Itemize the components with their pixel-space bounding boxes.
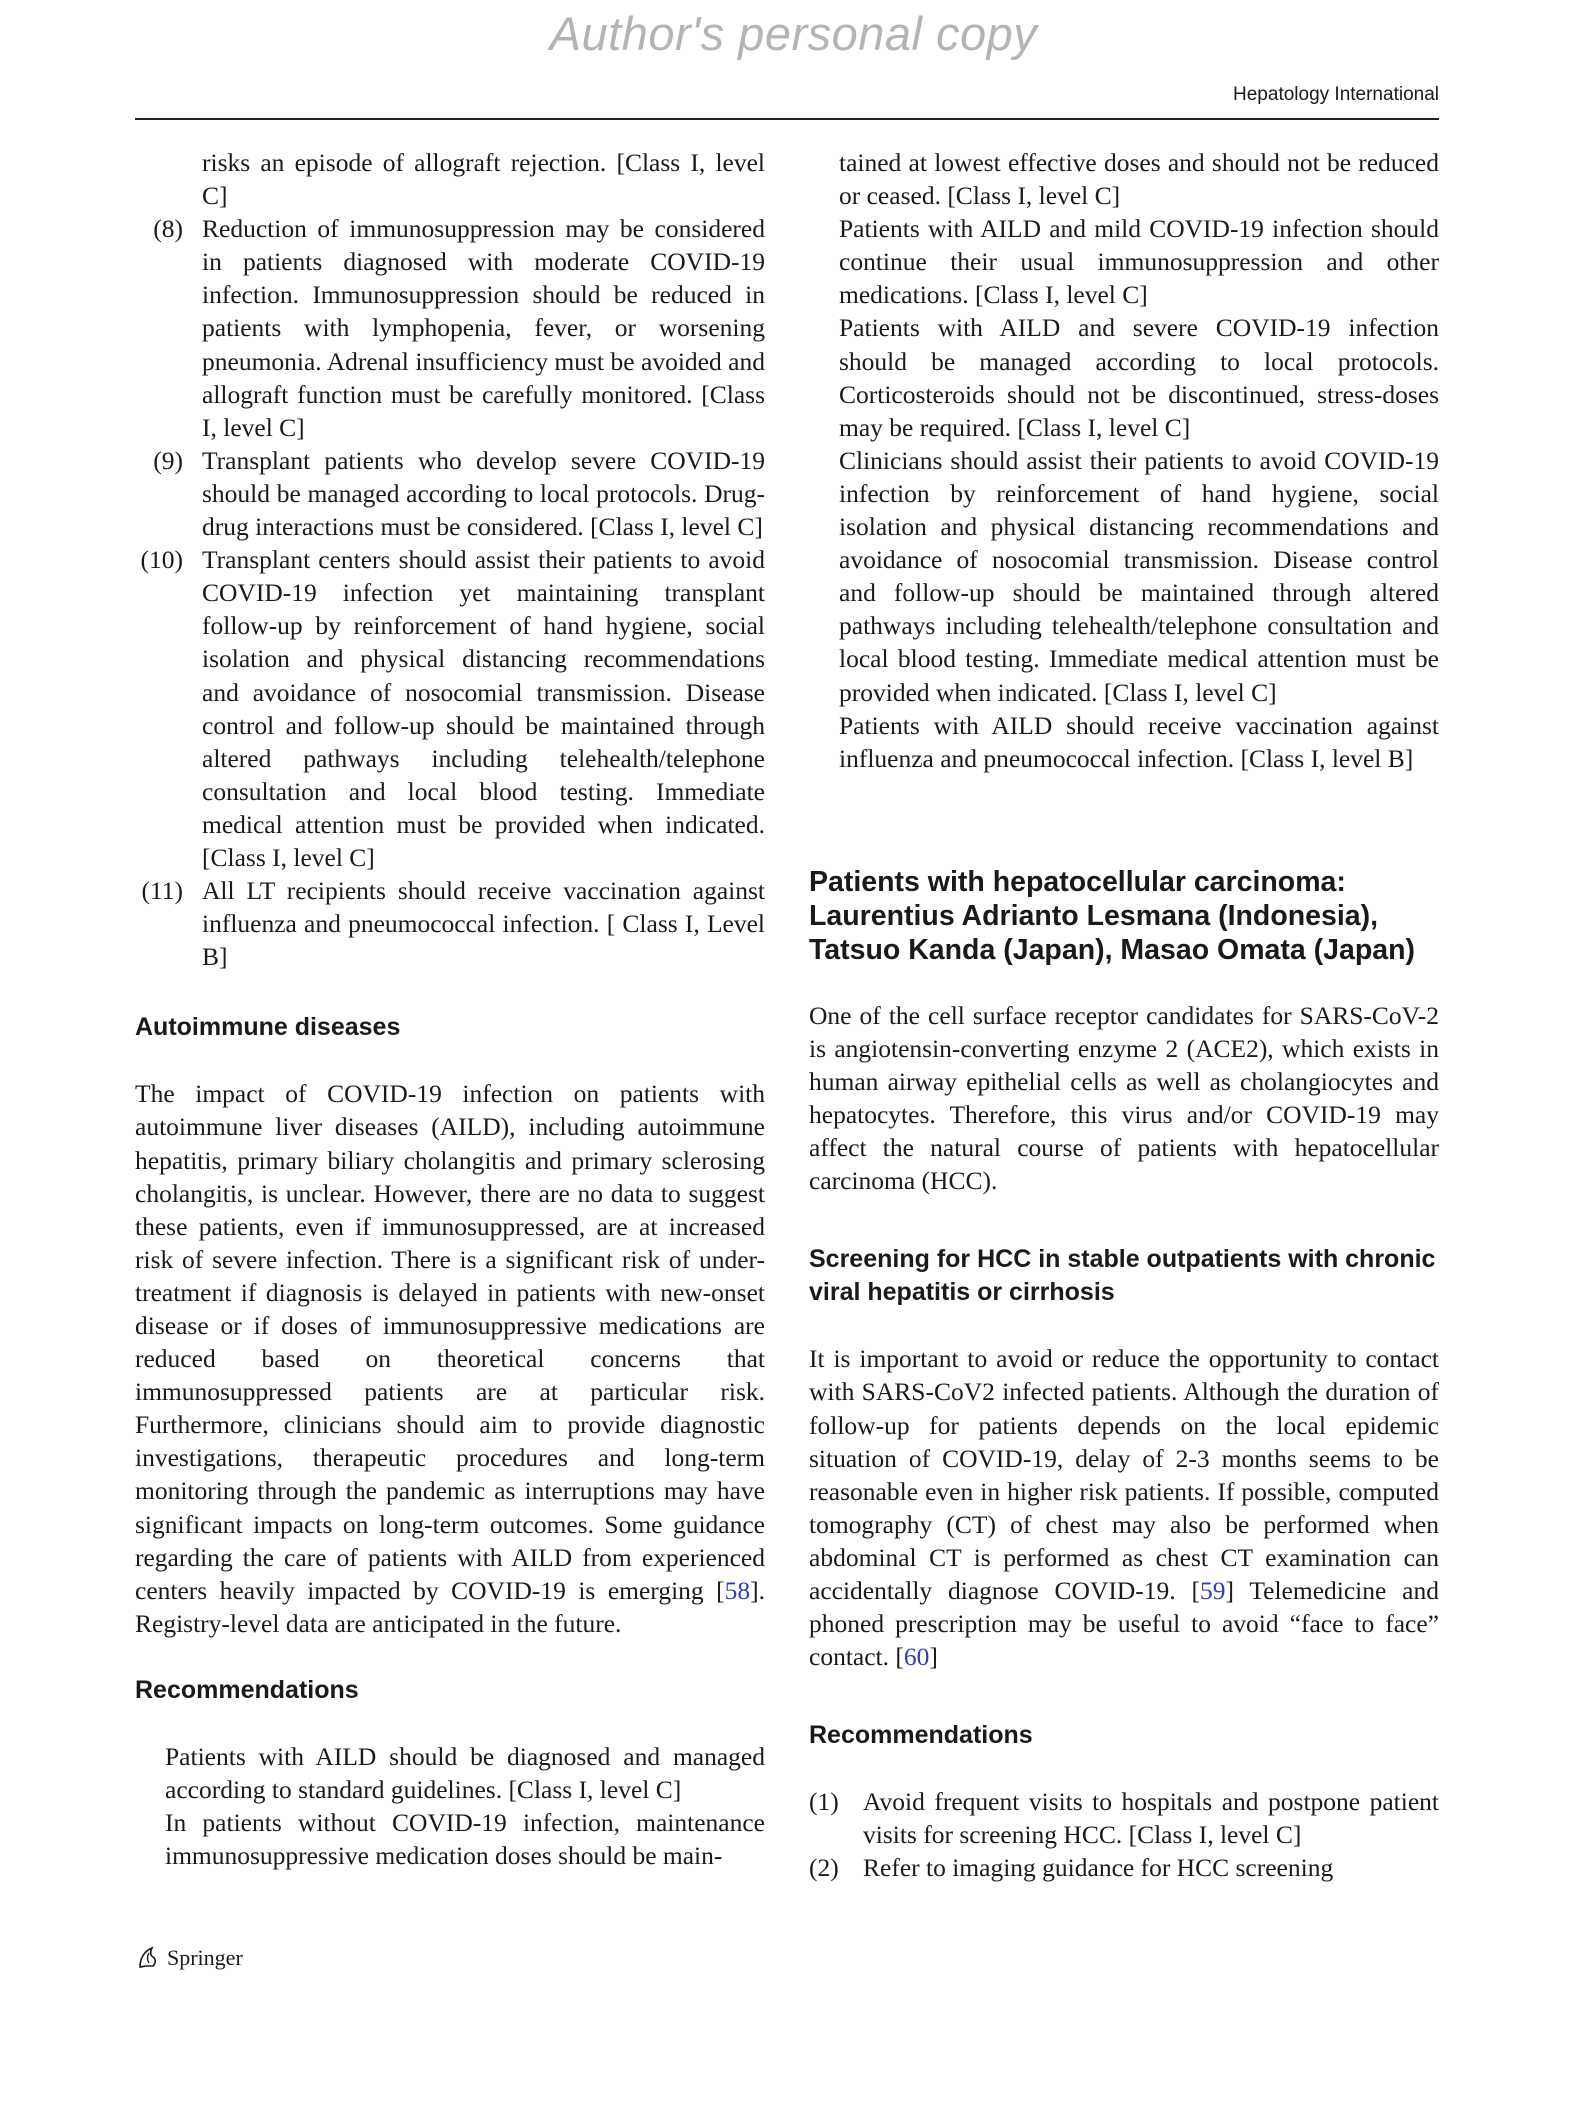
autoimmune-paragraph: The impact of COVID-19 infection on patients with autoimmune liver diseases (AILD), including autoimmune hepatitis, primary biliary cholangitis and primary sclerosing cholangitis, is unclear. However, there are no data to suggest these patients, even if immunosuppressed, are at increased risk of severe infection. There is a significant risk of under-treatment if diagnosis is delayed in patients with new-onset disease or if doses of immunosuppressive medications are reduced based on theoretical concerns that immunosuppressed patients are at particular risk. Furthermore, clinicians should aim to provide diagnostic investigations, therapeutic procedures and long-term monitoring through the pandemic as interruptions may have significant impacts on long-term outcomes. Some guidance regarding the care of patients with AILD from experienced centers heavily impacted by COVID-19 is emerging [58]. Registry-level data are anticipated in the future. — [135, 1079, 765, 1638]
item-number: (11) — [141, 876, 183, 906]
item-text: Refer to imaging guidance for HCC screening — [863, 1853, 1334, 1883]
item-text: Reduction of immunosuppression may be considered in patients diagnosed with moderate COVID-19 infection. Immunosuppression should be reduced in patients with lymphopenia, fever, or worsening pneumonia. Adrenal insufficiency must be avoided and allograft function must be carefully monitored. [Class I, level C] — [202, 214, 765, 442]
list-item: Clinicians should assist their patients to avoid COVID-19 infection by reinforcement of hand hygiene, social isolation and physical distancing recommendations and avoidance of nosocomial transmission. Disease control and follow-up should be maintained through altered pathways including telehealth/telephone consultation and local blood testing. Immediate medical attention must be provided when indicated. [Class I, level C] — [839, 445, 1439, 707]
list-item: Patients with AILD and severe COVID-19 infection should be managed according to local protocols. Corticosteroids should not be discontinued, stress-doses may be required. [Class I, level C] — [839, 313, 1439, 442]
list-item: tained at lowest effective doses and should not be reduced or ceased. [Class I, level C] — [839, 148, 1439, 211]
section-heading-hcc: Patients with hepatocellular carcinoma: Laurentius Adrianto Lesmana (Indonesia), Tatsuo Kanda (Japan), Masao Omata (Japan) — [809, 865, 1416, 966]
citation-link[interactable]: 60 — [903, 1642, 930, 1672]
list-item: Patients with AILD should be diagnosed and managed according to standard guidelines. [Class I, level C] — [165, 1741, 765, 1805]
item-text: risks an episode of allograft rejection. [Class I, level C] — [202, 148, 765, 211]
list-item: Patients with AILD and mild COVID-19 infection should continue their usual immunosuppression and other medications. [Class I, level C] — [839, 214, 1439, 310]
header-rule — [135, 118, 1439, 120]
list-item — [809, 1851, 1439, 1884]
right-column — [809, 146, 1439, 1885]
section-heading-autoimmune: Autoimmune diseases — [135, 1013, 401, 1042]
item-text: Avoid frequent visits to hospitals and postpone patient visits for screening HCC. [Class I, level C] — [863, 1787, 1439, 1850]
list-item — [135, 146, 765, 212]
screening-paragraph: It is important to avoid or reduce the opportunity to contact with SARS-CoV2 infected patients. Although the duration of follow-up for patients depends on the local epidemic situation of COVID-19, delay of 2-3 months seems to be reasonable even in higher risk patients. If possible, computed tomography (CT) of chest may also be performed when abdominal CT is performed as chest CT examination can accidentally diagnose COVID-19. [59] Telemedicine and phoned prescription may be useful to avoid “face to face” contact. [60] — [809, 1344, 1440, 1672]
item-number: (10) — [140, 545, 183, 575]
section-heading-screening: Screening for HCC in stable outpatients with chronic viral hepatitis or cirrhosis — [809, 1245, 1436, 1307]
footer — [135, 1945, 243, 1971]
section-heading-recommendations: Recommendations — [135, 1675, 359, 1704]
list-item — [809, 1785, 1439, 1851]
item-text: Transplant centers should assist their patients to avoid COVID-19 infection yet maintaining transplant follow-up by reinforcement of hand hygiene, social isolation and physical distancing recommendations and avoidance of nosocomial transmission. Disease control and follow-up should be maintained through altered pathways including telehealth/telephone consultation and local blood testing. Immediate medical attention must be provided when indicated. [Class I, level C] — [202, 545, 765, 872]
list-item: In patients without COVID-19 infection, maintenance immunosuppressive medication doses should be main- — [165, 1808, 765, 1871]
item-number: (2) — [809, 1853, 839, 1883]
section-heading-recommendations-hcc: Recommendations — [809, 1721, 1033, 1750]
journal-name: Hepatology International — [1233, 84, 1439, 105]
item-text: All LT recipients should receive vaccination against influenza and pneumococcal infection. [ Class I, Level B] — [202, 876, 765, 972]
list-item — [135, 212, 765, 444]
watermark: Author's personal copy — [549, 7, 1038, 60]
left-column — [135, 146, 765, 1872]
citation-link[interactable]: 58 — [724, 1575, 751, 1605]
list-item — [135, 874, 765, 973]
citation-link[interactable]: 59 — [1199, 1576, 1226, 1605]
hcc-paragraph: One of the cell surface receptor candidates for SARS-CoV-2 is angiotensin-converting enzyme 2 (ACE2), which exists in human airway epithelial cells as well as cholangiocytes and hepatocytes. Therefore, this virus and/or COVID-19 may affect the natural course of patients with hepatocellular carcinoma (HCC). — [809, 1000, 1439, 1196]
item-number: (9) — [153, 445, 183, 475]
list-item: Patients with AILD should receive vaccination against influenza and pneumococcal infection. [Class I, level B] — [839, 710, 1439, 773]
list-item — [135, 543, 765, 874]
item-text: Transplant patients who develop severe COVID-19 should be managed according to local protocols. Drug-drug interactions must be considered. [Class I, level C] — [202, 445, 765, 542]
publisher-name: Springer — [167, 1945, 243, 1970]
item-number: (1) — [809, 1787, 839, 1817]
springer-horse-icon — [135, 1945, 161, 1971]
list-item — [135, 444, 765, 543]
item-number: (8) — [153, 214, 183, 244]
